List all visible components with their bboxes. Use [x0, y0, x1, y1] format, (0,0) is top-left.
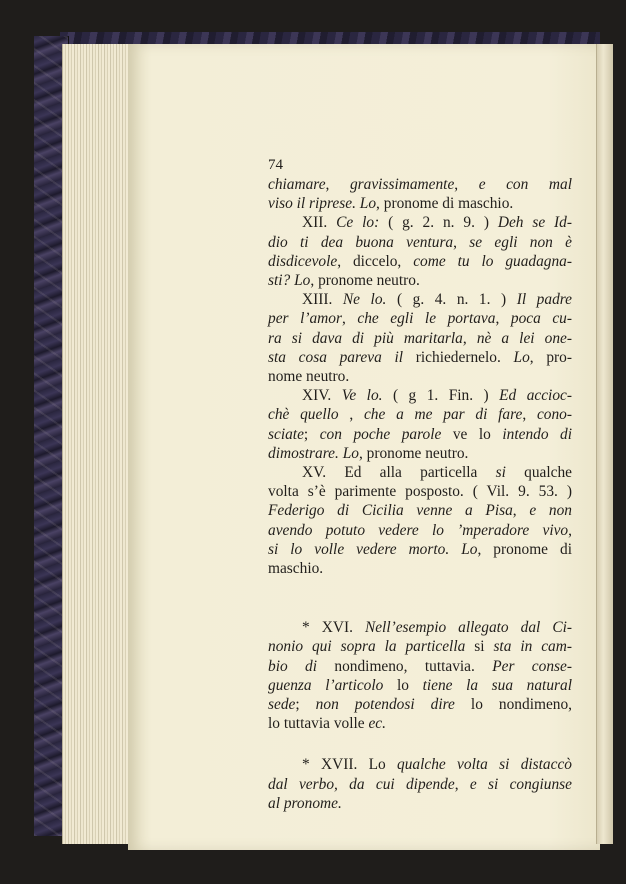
roman-text: ,	[338, 406, 364, 424]
italic-text: dimostrare.	[268, 444, 339, 462]
roman-text: ( g 1. Fin. )	[382, 387, 500, 405]
text-line	[268, 794, 572, 813]
text-line	[268, 714, 572, 733]
italic-text: per l’amor	[268, 310, 342, 328]
italic-text: Lo	[294, 272, 311, 290]
text-line	[268, 194, 572, 213]
roman-text: ,	[522, 406, 537, 424]
roman-text: * XVII. Lo	[302, 756, 398, 774]
text-line	[268, 405, 572, 424]
italic-text: Lo	[513, 348, 530, 366]
italic-text: sta cosa pareva il	[268, 348, 404, 366]
roman-text: ,	[512, 502, 530, 520]
italic-text: e si congiunse	[469, 775, 572, 793]
italic-text: con poche parole	[319, 425, 442, 443]
page-edges	[62, 44, 135, 844]
italic-text: al pronome.	[268, 794, 342, 812]
roman-text: ( g. 2. n. 9. )	[379, 214, 498, 232]
text-line	[268, 676, 572, 695]
roman-text: ,	[568, 521, 572, 539]
italic-text: Lo	[342, 444, 359, 462]
italic-text: nonio qui sopra la particella	[268, 638, 466, 656]
italic-text: Ne lo.	[342, 291, 387, 309]
text-line	[268, 175, 572, 194]
text-line	[268, 482, 572, 501]
italic-text: Federigo di Cicilia venne a Pisa	[268, 502, 513, 520]
text-line	[268, 386, 572, 405]
italic-text: Lo	[461, 540, 478, 558]
text-lines	[268, 175, 572, 813]
italic-text: chiamare, gravissimamente	[268, 176, 455, 193]
italic-text: intendo di	[502, 425, 573, 443]
roman-text: XV. Ed alla particella	[302, 464, 496, 482]
roman-text: nome neutro.	[268, 368, 350, 386]
text-line	[268, 425, 572, 444]
italic-text: come tu lo guadagna-	[413, 252, 573, 270]
italic-text: che a me par di fare	[363, 406, 523, 424]
page-text	[268, 156, 572, 813]
italic-text: bio di	[268, 657, 318, 675]
italic-text: non potendosi dire	[315, 696, 455, 714]
text-line	[268, 540, 572, 559]
roman-text: ;	[295, 696, 316, 714]
roman-text: ,	[341, 310, 358, 328]
roman-text: lo nondimeno,	[454, 696, 573, 714]
roman-text: ,	[462, 329, 477, 347]
italic-text: sede	[268, 696, 296, 714]
roman-text: , pro-	[529, 348, 572, 366]
roman-text: ,	[454, 176, 479, 193]
italic-text: tiene la sua natural	[422, 676, 572, 694]
text-line	[268, 618, 572, 637]
italic-text: che egli le portava	[357, 310, 496, 328]
text-line	[268, 637, 572, 656]
italic-text: dio ti dea buona ventura	[268, 233, 454, 251]
italic-text: poca cu-	[510, 310, 572, 328]
text-line	[268, 271, 572, 290]
roman-text: XIII.	[302, 291, 343, 309]
italic-text: qualche volta si distaccò	[397, 756, 572, 774]
roman-text: maschio.	[268, 560, 324, 578]
italic-text: ra si dava di più maritarla	[268, 329, 463, 347]
roman-text: qualche	[505, 464, 573, 482]
text-line	[268, 775, 572, 794]
italic-text: Ve lo.	[341, 387, 383, 405]
text-line	[268, 444, 572, 463]
roman-text: lo tuttavia volle	[268, 715, 369, 733]
italic-text: se egli non è	[469, 233, 573, 251]
roman-text: , pronome di maschio.	[376, 195, 514, 213]
text-line	[268, 290, 572, 309]
italic-text: chè quello	[268, 406, 339, 424]
roman-text: lo	[383, 676, 423, 694]
text-line	[268, 521, 572, 540]
italic-text: ec.	[368, 715, 386, 733]
italic-text: avendo potuto vedere lo ’mperadore vivo	[268, 521, 569, 539]
italic-text: nè a lei one-	[476, 329, 572, 347]
section-gap	[268, 733, 572, 755]
text-line	[268, 329, 572, 348]
italic-text: volle vedere morto.	[314, 540, 450, 558]
text-line	[268, 213, 572, 232]
italic-text: viso il riprese.	[268, 195, 356, 213]
italic-text: si lo	[268, 540, 303, 558]
roman-text: , diccelo,	[337, 252, 414, 270]
text-line	[268, 463, 572, 482]
italic-text: Per conse-	[492, 657, 572, 675]
roman-text: volta s’è parimente posposto. ( Vil. 9. 53. )	[268, 483, 572, 501]
text-line	[268, 695, 572, 714]
page-number: 74	[268, 157, 283, 173]
text-line	[268, 755, 572, 774]
italic-text: cono-	[536, 406, 572, 424]
text-line	[268, 233, 572, 252]
italic-text: Lo	[359, 195, 377, 213]
italic-text: e non	[529, 502, 572, 520]
section-gap	[268, 578, 572, 618]
roman-text: XIV.	[302, 387, 342, 405]
roman-text: XII.	[302, 214, 337, 232]
text-line	[268, 309, 572, 328]
next-page-edge	[596, 44, 613, 844]
roman-text: nondimeno, tuttavia.	[317, 657, 493, 675]
roman-text: richiedernelo.	[403, 348, 514, 366]
roman-text: , pronome di	[477, 540, 572, 558]
italic-text: e con mal	[478, 176, 572, 193]
italic-text: dal verbo, da cui dipende	[268, 775, 455, 793]
roman-text: ;	[303, 425, 320, 443]
roman-text: ,	[454, 775, 470, 793]
text-line	[268, 252, 572, 271]
italic-text: guenza l’articolo	[268, 676, 384, 694]
roman-text: ,	[495, 310, 511, 328]
italic-text: sciate	[268, 425, 304, 443]
italic-text: Il padre	[516, 291, 573, 309]
roman-text: ( g. 4. n. 1. )	[386, 291, 517, 309]
roman-text: , pronome neutro.	[358, 444, 469, 462]
roman-text: * XVI.	[302, 619, 365, 637]
italic-text: Deh se Id-	[497, 214, 573, 232]
roman-text: ,	[453, 233, 470, 251]
text-line	[268, 559, 572, 578]
roman-text: si	[465, 638, 494, 656]
italic-text: disdicevole	[268, 252, 338, 270]
italic-text: Nell’esempio allegato dal Ci-	[364, 619, 573, 637]
italic-text: Ed accioc-	[499, 387, 572, 405]
italic-text: sta in cam-	[493, 638, 572, 656]
italic-text: Ce lo:	[336, 214, 380, 232]
text-line	[268, 367, 572, 386]
roman-text: , pronome neutro.	[310, 272, 420, 290]
text-line	[268, 657, 572, 676]
roman-text: ve lo	[441, 425, 503, 443]
italic-text: sti?	[268, 272, 291, 290]
roman-text	[302, 541, 314, 558]
text-line	[268, 501, 572, 520]
roman-text	[449, 541, 461, 558]
italic-text: si	[495, 464, 506, 482]
text-line	[268, 348, 572, 367]
